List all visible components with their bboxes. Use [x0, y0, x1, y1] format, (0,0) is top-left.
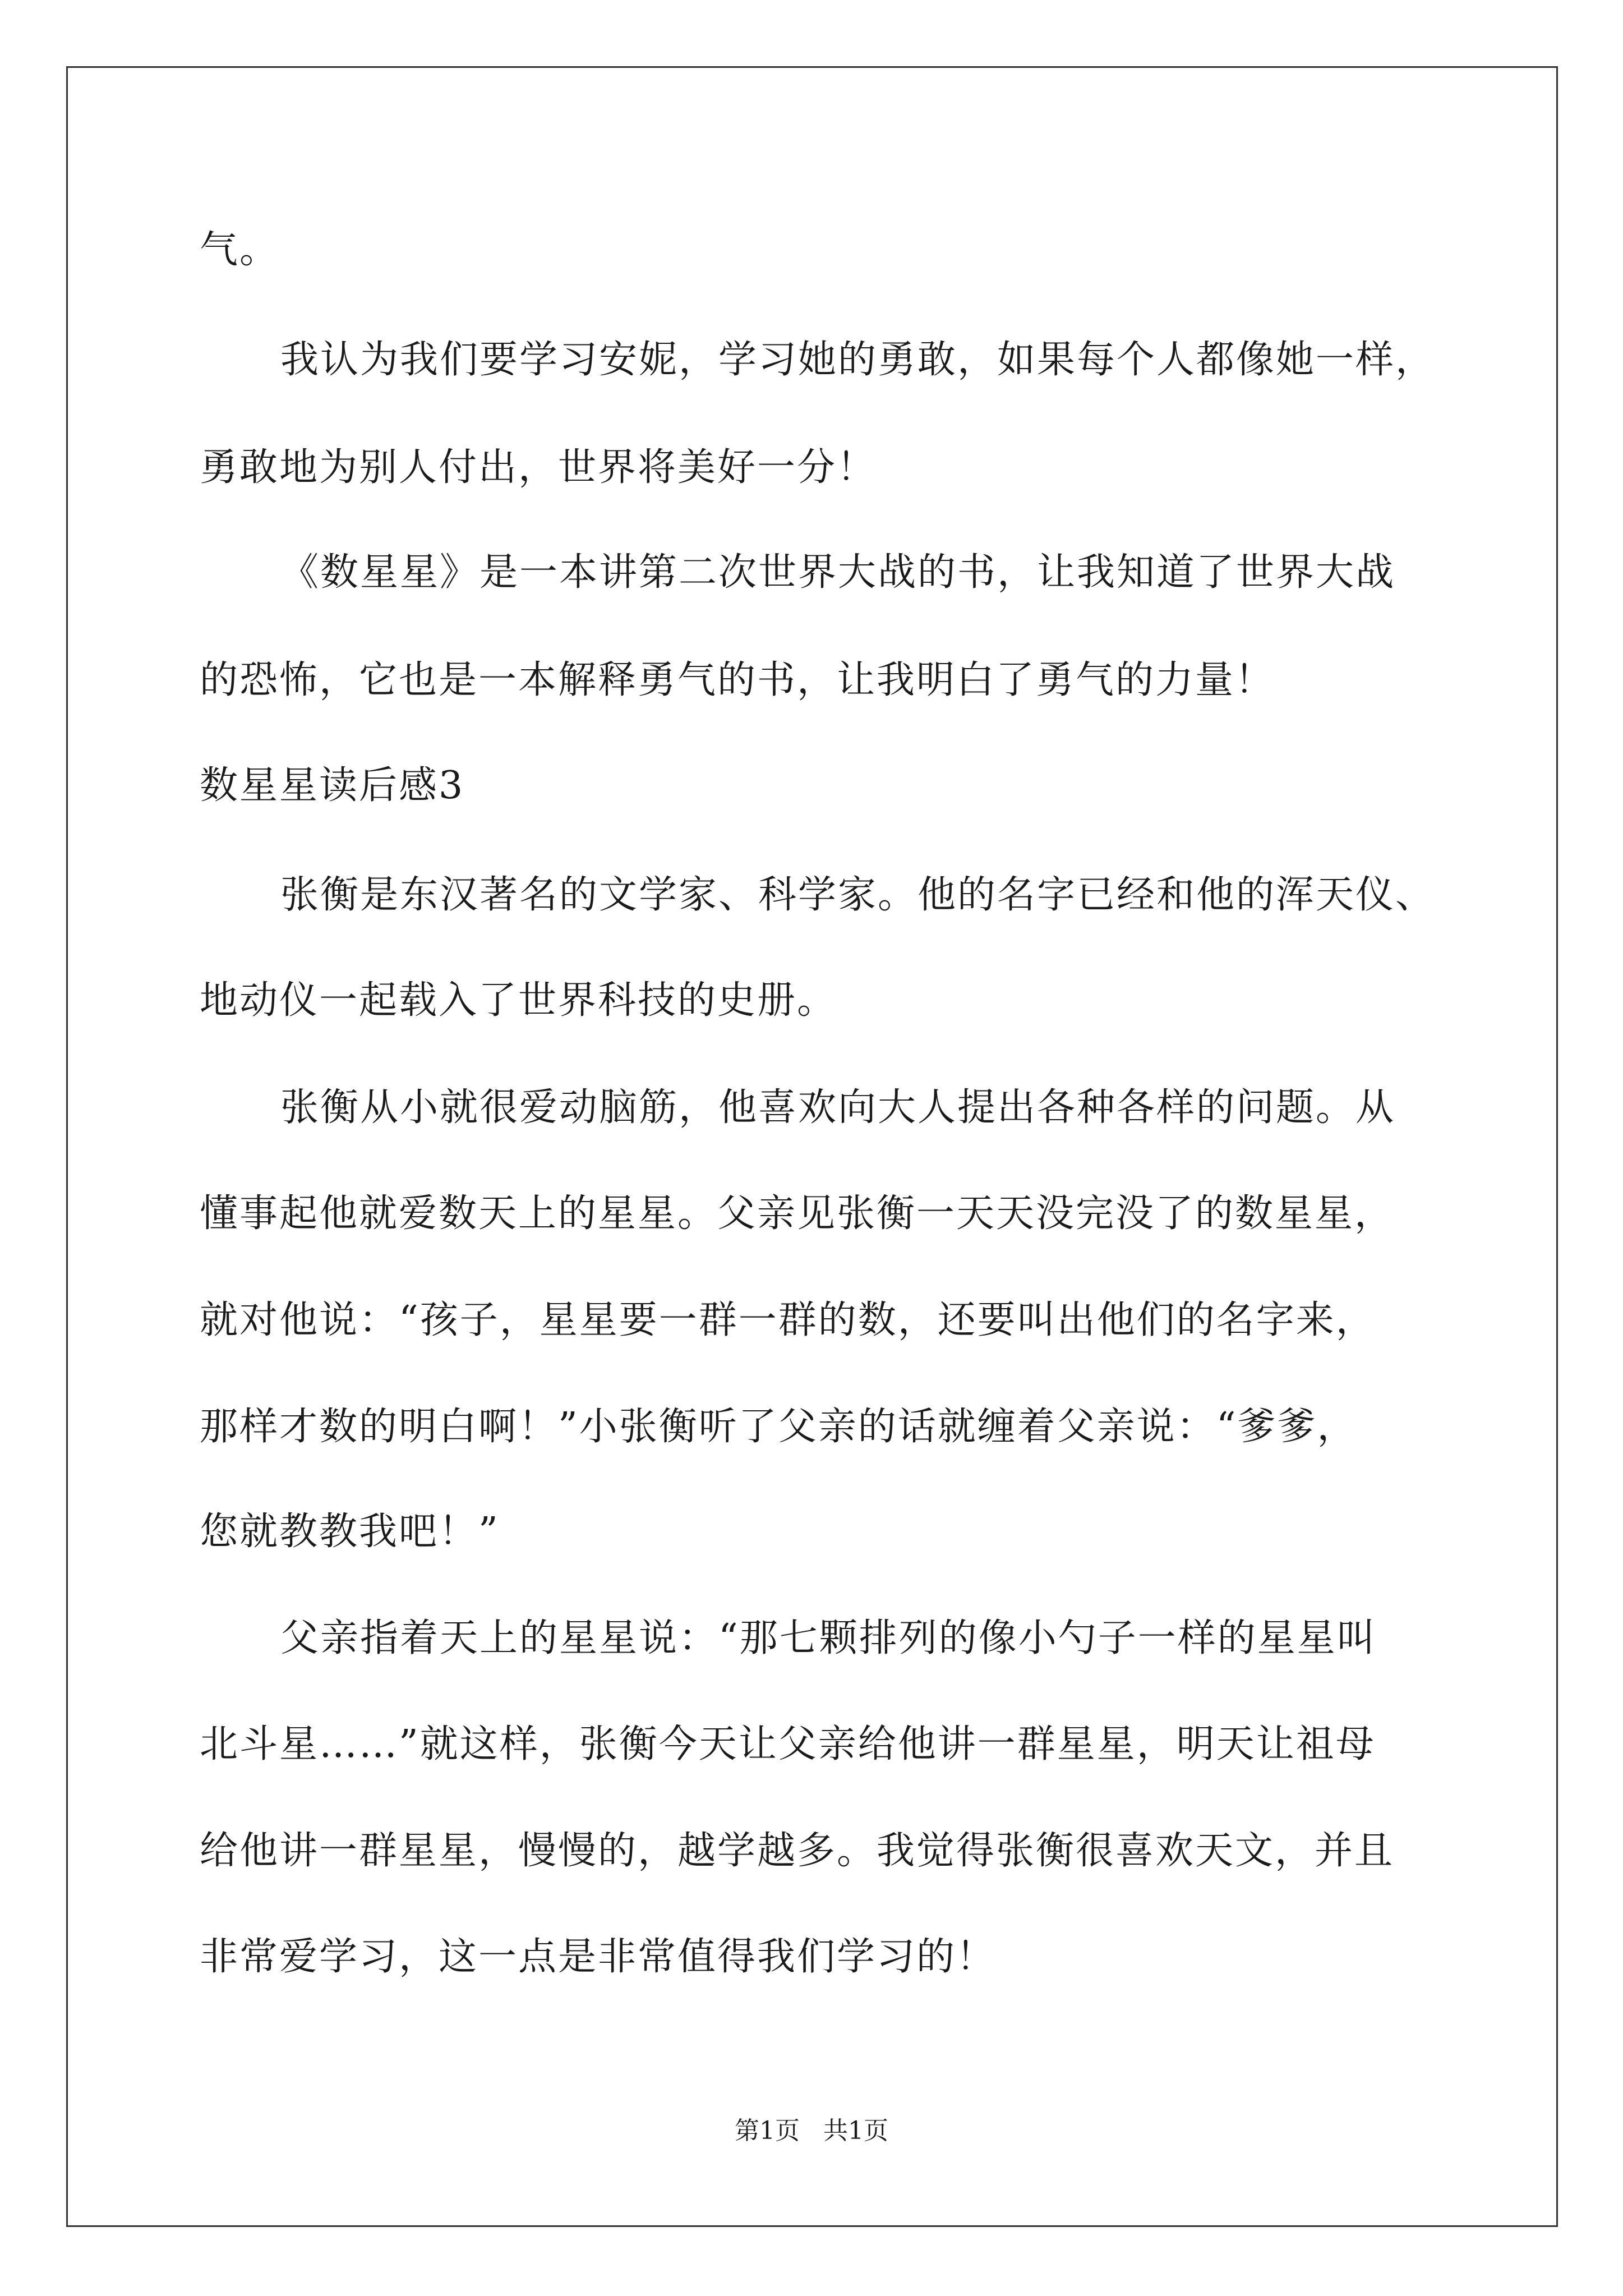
- text-line: 地动仪一起载入了世界科技的史册。: [200, 978, 837, 1023]
- text-line: 张衡是东汉著名的文学家、科学家。他的名字已经和他的浑天仪、: [280, 873, 1436, 917]
- text-line: 就对他说：“孩子，星星要一群一群的数，还要叫出他们的名字来，: [200, 1298, 1376, 1342]
- text-line: 懂事起他就爱数天上的星星。父亲见张衡一天天没完没了的数星星，: [200, 1191, 1395, 1236]
- text-line: 那样才数的明白啊！”小张衡听了父亲的话就缠着父亲说：“爹爹，: [200, 1405, 1357, 1449]
- text-line: 非常爱学习，这一点是非常值得我们学习的！: [200, 1935, 997, 1979]
- text-line: 勇敢地为别人付出，世界将美好一分！: [200, 445, 877, 490]
- text-line: 我认为我们要学习安妮，学习她的勇敢，如果每个人都像她一样，: [280, 338, 1436, 382]
- text-line: 北斗星……”就这样，张衡今天让父亲给他讲一群星星，明天让祖母: [200, 1722, 1376, 1766]
- text-line: 气。: [200, 228, 280, 272]
- section-heading: 数星星读后感3: [200, 763, 465, 808]
- text-line: 《数星星》是一本讲第二次世界大战的书，让我知道了世界大战: [280, 550, 1396, 595]
- text-line: 您就教教我吧！”: [200, 1510, 500, 1554]
- text-line: 给他讲一群星星，慢慢的，越学越多。我觉得张衡很喜欢天文，并且: [200, 1829, 1395, 1873]
- text-line: 父亲指着天上的星星说：“那七颗排列的像小勺子一样的星星叫: [280, 1616, 1377, 1660]
- page-number-footer: 第1页 共1页: [735, 2116, 888, 2145]
- page-border: [66, 66, 1558, 2227]
- text-line: 的恐怖，它也是一本解释勇气的书，让我明白了勇气的力量！: [200, 658, 1275, 702]
- text-line: 张衡从小就很爱动脑筋，他喜欢向大人提出各种各样的问题。从: [280, 1085, 1396, 1130]
